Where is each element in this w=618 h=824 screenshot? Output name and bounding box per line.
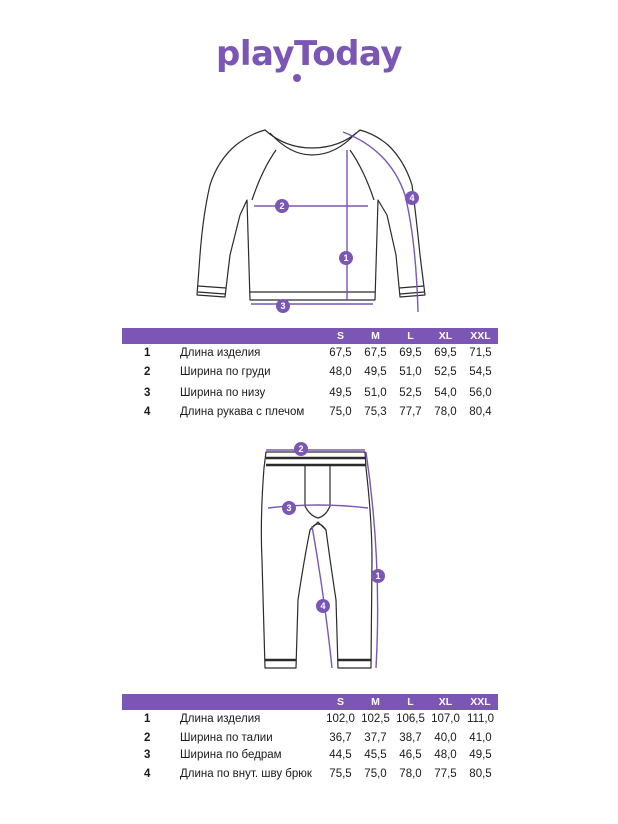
cell-value: 77,7	[399, 406, 422, 418]
cell-value: 80,4	[469, 406, 492, 418]
cell-value: 54,5	[469, 366, 492, 378]
top-cuff-right	[399, 286, 424, 294]
cell-value: 44,5	[329, 749, 352, 761]
size-header: XXL	[470, 330, 491, 342]
table-row	[122, 710, 498, 732]
size-header: L	[407, 696, 414, 708]
size-header: M	[371, 330, 380, 342]
cell-value: 48,0	[434, 749, 457, 761]
cell-value: 75,5	[329, 768, 352, 780]
pants-garment-diagram	[0, 440, 618, 690]
cell-value: 36,7	[329, 732, 352, 744]
cell-value: 67,5	[329, 347, 352, 359]
pants-outline	[261, 452, 372, 668]
cell-value: 78,0	[434, 406, 457, 418]
size-header: XL	[438, 330, 453, 342]
size-header: S	[336, 330, 344, 342]
row-number: 2	[144, 732, 151, 744]
row-number: 2	[144, 366, 151, 378]
cell-value: 69,5	[434, 347, 457, 359]
cell-value: 107,0	[431, 713, 460, 725]
pants-size-table	[122, 694, 498, 798]
cell-value: 67,5	[364, 347, 387, 359]
pants-marker-1-label: 1	[375, 571, 381, 581]
cell-value: 71,5	[469, 347, 492, 359]
cell-value: 52,5	[434, 366, 457, 378]
row-label: Ширина по талии	[180, 732, 273, 744]
top-cuff-left	[198, 286, 226, 294]
table-row	[122, 366, 498, 385]
top-garment-diagram	[0, 120, 618, 320]
row-label: Ширина по низу	[180, 387, 266, 399]
table-row	[122, 767, 498, 798]
top-raglan-left	[252, 150, 276, 200]
cell-value: 38,7	[399, 732, 422, 744]
top-marker-2-label: 2	[279, 201, 285, 211]
table-row	[122, 344, 498, 366]
cell-value: 69,5	[399, 347, 422, 359]
table-row	[122, 406, 498, 424]
size-header: M	[371, 696, 380, 708]
row-number: 3	[144, 749, 151, 761]
brand-logo-dot	[293, 74, 301, 82]
cell-value: 80,5	[469, 768, 492, 780]
pants-fly	[305, 466, 330, 518]
cell-value: 102,5	[361, 713, 390, 725]
top-marker-4-label: 4	[409, 193, 415, 203]
tops-size-table	[122, 328, 498, 424]
pants-inseam-measure	[312, 526, 332, 668]
cell-value: 41,0	[469, 732, 492, 744]
cell-value: 51,0	[364, 387, 387, 399]
size-header: S	[336, 696, 344, 708]
size-header: XXL	[470, 696, 491, 708]
row-label: Длина изделия	[180, 347, 261, 359]
pants-marker-2-label: 2	[298, 444, 304, 454]
row-number: 1	[144, 713, 151, 725]
row-number: 1	[144, 347, 151, 359]
cell-value: 106,5	[396, 713, 425, 725]
cell-value: 75,0	[364, 768, 387, 780]
row-label: Ширина по бедрам	[180, 749, 282, 761]
pants-marker-3-label: 3	[286, 503, 292, 513]
cell-value: 37,7	[364, 732, 387, 744]
pants-waistband	[266, 458, 366, 465]
cell-value: 77,5	[434, 768, 457, 780]
brand-logo: playToday	[216, 34, 402, 74]
pants-marker-4-label: 4	[320, 601, 326, 611]
size-header: XL	[438, 696, 453, 708]
top-neckline	[270, 133, 356, 155]
row-label: Ширина по груди	[180, 366, 271, 378]
cell-value: 46,5	[399, 749, 422, 761]
top-raglan-right	[350, 150, 374, 200]
row-number: 4	[144, 406, 151, 418]
cell-value: 54,0	[434, 387, 457, 399]
table-row	[122, 749, 498, 767]
cell-value: 78,0	[399, 768, 422, 780]
pants-table-header	[122, 694, 498, 710]
cell-value: 51,0	[399, 366, 422, 378]
cell-value: 45,5	[364, 749, 387, 761]
row-number: 4	[144, 768, 151, 780]
table-row	[122, 385, 498, 406]
row-label: Длина рукава с плечом	[180, 406, 305, 418]
cell-value: 49,5	[364, 366, 387, 378]
cell-value: 49,5	[469, 749, 492, 761]
top-marker-3-label: 3	[280, 301, 286, 311]
cell-value: 48,0	[329, 366, 352, 378]
top-marker-1-label: 1	[343, 253, 349, 263]
table-row	[122, 732, 498, 749]
tops-table-header	[122, 328, 498, 344]
size-header: L	[407, 330, 414, 342]
cell-value: 102,0	[326, 713, 355, 725]
cell-value: 111,0	[466, 713, 495, 725]
cell-value: 40,0	[434, 732, 457, 744]
cell-value: 75,0	[329, 406, 352, 418]
cell-value: 49,5	[329, 387, 352, 399]
cell-value: 56,0	[469, 387, 492, 399]
top-sleeve-measure	[343, 132, 418, 312]
row-number: 3	[144, 387, 151, 399]
cell-value: 75,3	[364, 406, 387, 418]
cell-value: 52,5	[399, 387, 422, 399]
row-label: Длина изделия	[180, 713, 261, 725]
row-label: Длина по внут. шву брюк	[180, 768, 312, 780]
